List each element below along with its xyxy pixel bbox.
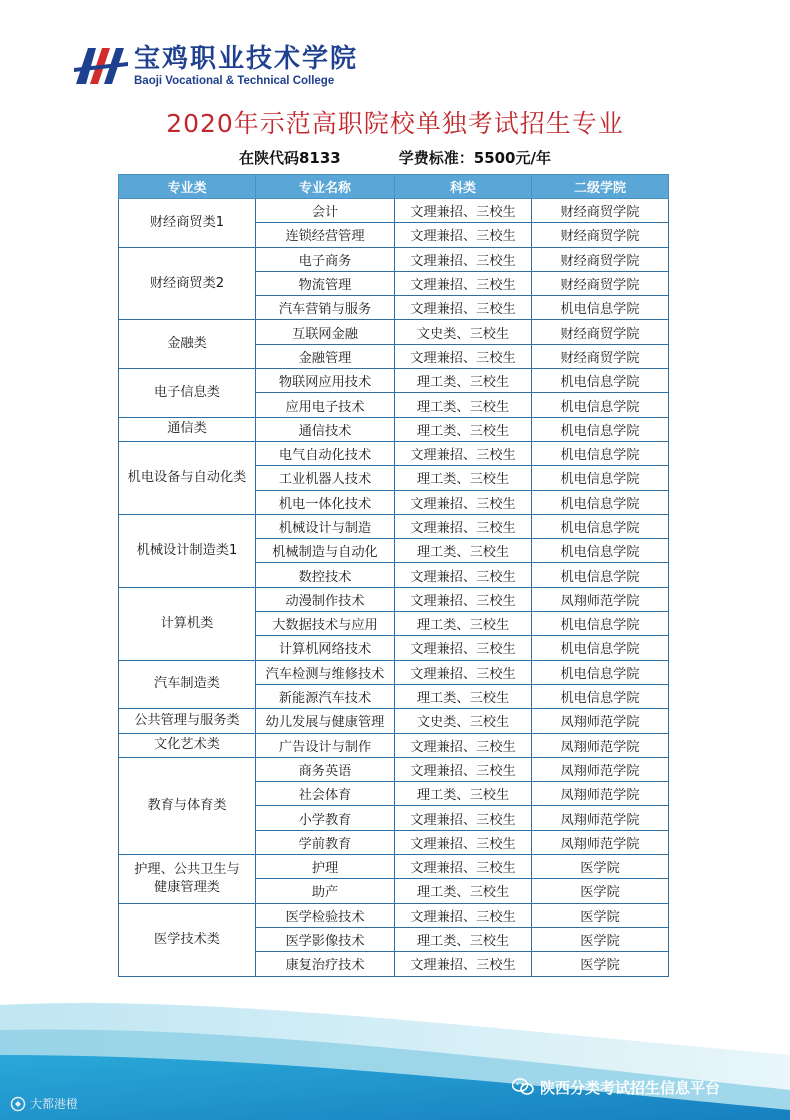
college-cell: 凤翔师范学院 bbox=[532, 709, 669, 733]
major-cell: 工业机器人技术 bbox=[256, 466, 395, 490]
major-cell: 汽车营销与服务 bbox=[256, 296, 395, 320]
major-cell: 学前教育 bbox=[256, 830, 395, 854]
table-row bbox=[119, 247, 669, 271]
watermark-text: 大都港橙 bbox=[30, 1097, 79, 1111]
category-cell: 公共管理与服务类 bbox=[119, 709, 256, 733]
table-row bbox=[119, 514, 669, 538]
subject-cell: 文理兼招、三校生 bbox=[395, 733, 532, 757]
major-cell: 动漫制作技术 bbox=[256, 587, 395, 611]
page-title: 2020年示范高职院校单独考试招生专业 bbox=[166, 109, 624, 138]
subject-cell: 文理兼招、三校生 bbox=[395, 199, 532, 223]
majors-table bbox=[118, 174, 669, 977]
subject-cell: 理工类、三校生 bbox=[395, 417, 532, 441]
college-cell: 凤翔师范学院 bbox=[532, 587, 669, 611]
subject-cell: 文理兼招、三校生 bbox=[395, 757, 532, 781]
college-cell: 财经商贸学院 bbox=[532, 320, 669, 344]
subject-cell: 文理兼招、三校生 bbox=[395, 271, 532, 295]
category-cell: 通信类 bbox=[119, 417, 256, 441]
college-logo bbox=[74, 42, 358, 90]
table-row bbox=[119, 417, 669, 441]
table-row bbox=[119, 855, 669, 879]
subject-cell: 文理兼招、三校生 bbox=[395, 514, 532, 538]
table-header-row bbox=[119, 175, 669, 199]
header-major: 专业名称 bbox=[256, 175, 395, 199]
major-cell: 应用电子技术 bbox=[256, 393, 395, 417]
major-cell: 电子商务 bbox=[256, 247, 395, 271]
college-cell: 凤翔师范学院 bbox=[532, 757, 669, 781]
wechat-icon bbox=[512, 1078, 534, 1096]
major-cell: 电气自动化技术 bbox=[256, 441, 395, 465]
watermark bbox=[10, 1095, 78, 1112]
subject-cell: 理工类、三校生 bbox=[395, 684, 532, 708]
college-cell: 机电信息学院 bbox=[532, 466, 669, 490]
table-row bbox=[119, 369, 669, 393]
major-cell: 机电一体化技术 bbox=[256, 490, 395, 514]
college-cell: 机电信息学院 bbox=[532, 393, 669, 417]
subject-cell: 理工类、三校生 bbox=[395, 927, 532, 951]
college-cell: 机电信息学院 bbox=[532, 369, 669, 393]
subject-cell: 文理兼招、三校生 bbox=[395, 636, 532, 660]
major-cell: 金融管理 bbox=[256, 344, 395, 368]
college-cell: 机电信息学院 bbox=[532, 441, 669, 465]
college-cell: 机电信息学院 bbox=[532, 490, 669, 514]
table-row bbox=[119, 199, 669, 223]
college-cell: 机电信息学院 bbox=[532, 296, 669, 320]
category-cell: 计算机类 bbox=[119, 587, 256, 660]
subject-cell: 理工类、三校生 bbox=[395, 393, 532, 417]
subject-cell: 文理兼招、三校生 bbox=[395, 830, 532, 854]
college-cell: 凤翔师范学院 bbox=[532, 830, 669, 854]
college-cell: 财经商贸学院 bbox=[532, 223, 669, 247]
major-cell: 连锁经营管理 bbox=[256, 223, 395, 247]
category-cell: 机械设计制造类1 bbox=[119, 514, 256, 587]
subject-cell: 文理兼招、三校生 bbox=[395, 344, 532, 368]
major-cell: 广告设计与制作 bbox=[256, 733, 395, 757]
category-cell: 医学技术类 bbox=[119, 903, 256, 976]
subject-cell: 理工类、三校生 bbox=[395, 782, 532, 806]
college-cell: 凤翔师范学院 bbox=[532, 733, 669, 757]
college-cell: 财经商贸学院 bbox=[532, 199, 669, 223]
college-cell: 机电信息学院 bbox=[532, 660, 669, 684]
subject-cell: 文史类、三校生 bbox=[395, 320, 532, 344]
subject-cell: 文理兼招、三校生 bbox=[395, 296, 532, 320]
table-body bbox=[119, 199, 669, 977]
college-cell: 凤翔师范学院 bbox=[532, 806, 669, 830]
subject-cell: 文理兼招、三校生 bbox=[395, 441, 532, 465]
major-cell: 计算机网络技术 bbox=[256, 636, 395, 660]
subject-cell: 文理兼招、三校生 bbox=[395, 490, 532, 514]
college-cell: 医学院 bbox=[532, 952, 669, 976]
major-cell: 会计 bbox=[256, 199, 395, 223]
subtitle bbox=[0, 147, 790, 168]
subject-cell: 文理兼招、三校生 bbox=[395, 903, 532, 927]
college-cell: 财经商贸学院 bbox=[532, 344, 669, 368]
major-cell: 数控技术 bbox=[256, 563, 395, 587]
major-cell: 大数据技术与应用 bbox=[256, 612, 395, 636]
subject-cell: 文理兼招、三校生 bbox=[395, 563, 532, 587]
table-row bbox=[119, 733, 669, 757]
watermark-logo-icon bbox=[10, 1096, 26, 1112]
table-row bbox=[119, 660, 669, 684]
table-row bbox=[119, 903, 669, 927]
college-name-en: Baoji Vocational & Technical College bbox=[134, 74, 335, 87]
major-cell: 机械设计与制造 bbox=[256, 514, 395, 538]
major-cell: 社会体育 bbox=[256, 782, 395, 806]
category-cell: 机电设备与自动化类 bbox=[119, 441, 256, 514]
college-cell: 财经商贸学院 bbox=[532, 271, 669, 295]
background-wave bbox=[0, 985, 790, 1120]
table-row bbox=[119, 587, 669, 611]
subject-cell: 文理兼招、三校生 bbox=[395, 952, 532, 976]
subject-cell: 理工类、三校生 bbox=[395, 879, 532, 903]
subject-cell: 文理兼招、三校生 bbox=[395, 247, 532, 271]
table-row bbox=[119, 320, 669, 344]
college-cell: 医学院 bbox=[532, 903, 669, 927]
college-cell: 凤翔师范学院 bbox=[532, 782, 669, 806]
college-cell: 医学院 bbox=[532, 855, 669, 879]
category-cell: 汽车制造类 bbox=[119, 660, 256, 709]
college-cell: 机电信息学院 bbox=[532, 636, 669, 660]
subject-cell: 理工类、三校生 bbox=[395, 539, 532, 563]
major-cell: 护理 bbox=[256, 855, 395, 879]
subject-cell: 文理兼招、三校生 bbox=[395, 855, 532, 879]
category-cell: 财经商贸类1 bbox=[119, 199, 256, 248]
category-cell: 文化艺术类 bbox=[119, 733, 256, 757]
major-cell: 通信技术 bbox=[256, 417, 395, 441]
college-cell: 机电信息学院 bbox=[532, 539, 669, 563]
subject-cell: 理工类、三校生 bbox=[395, 369, 532, 393]
college-name-cn: 宝鸡职业技术学院 bbox=[134, 43, 359, 74]
province-code: 在陕代码8133 bbox=[239, 149, 341, 167]
category-cell: 电子信息类 bbox=[119, 369, 256, 418]
category-cell: 教育与体育类 bbox=[119, 757, 256, 854]
subject-cell: 文理兼招、三校生 bbox=[395, 223, 532, 247]
major-cell: 物流管理 bbox=[256, 271, 395, 295]
major-cell: 新能源汽车技术 bbox=[256, 684, 395, 708]
major-cell: 助产 bbox=[256, 879, 395, 903]
category-cell: 护理、公共卫生与健康管理类 bbox=[119, 855, 256, 904]
subject-cell: 文理兼招、三校生 bbox=[395, 806, 532, 830]
subject-cell: 理工类、三校生 bbox=[395, 466, 532, 490]
footer-platform-name: 陕西分类考试招生信息平台 bbox=[540, 1079, 721, 1097]
major-cell: 物联网应用技术 bbox=[256, 369, 395, 393]
major-cell: 互联网金融 bbox=[256, 320, 395, 344]
major-cell: 医学检验技术 bbox=[256, 903, 395, 927]
subject-cell: 理工类、三校生 bbox=[395, 612, 532, 636]
table-row bbox=[119, 709, 669, 733]
major-cell: 幼儿发展与健康管理 bbox=[256, 709, 395, 733]
major-cell: 机械制造与自动化 bbox=[256, 539, 395, 563]
table-row bbox=[119, 441, 669, 465]
major-cell: 汽车检测与维修技术 bbox=[256, 660, 395, 684]
college-cell: 机电信息学院 bbox=[532, 563, 669, 587]
college-cell: 机电信息学院 bbox=[532, 514, 669, 538]
category-cell: 财经商贸类2 bbox=[119, 247, 256, 320]
table-row bbox=[119, 757, 669, 781]
major-cell: 康复治疗技术 bbox=[256, 952, 395, 976]
college-cell: 机电信息学院 bbox=[532, 684, 669, 708]
college-cell: 医学院 bbox=[532, 879, 669, 903]
major-cell: 小学教育 bbox=[256, 806, 395, 830]
major-cell: 医学影像技术 bbox=[256, 927, 395, 951]
college-cell: 机电信息学院 bbox=[532, 417, 669, 441]
college-cell: 医学院 bbox=[532, 927, 669, 951]
major-cell: 商务英语 bbox=[256, 757, 395, 781]
subject-cell: 文理兼招、三校生 bbox=[395, 660, 532, 684]
college-emblem-icon bbox=[74, 44, 128, 88]
tuition-fee: 学费标准：5500元/年 bbox=[398, 149, 551, 167]
header-subject: 科类 bbox=[395, 175, 532, 199]
college-cell: 机电信息学院 bbox=[532, 612, 669, 636]
header-category: 专业类 bbox=[119, 175, 256, 199]
subject-cell: 文史类、三校生 bbox=[395, 709, 532, 733]
college-cell: 财经商贸学院 bbox=[532, 247, 669, 271]
subject-cell: 文理兼招、三校生 bbox=[395, 587, 532, 611]
category-cell: 金融类 bbox=[119, 320, 256, 369]
header-college: 二级学院 bbox=[532, 175, 669, 199]
